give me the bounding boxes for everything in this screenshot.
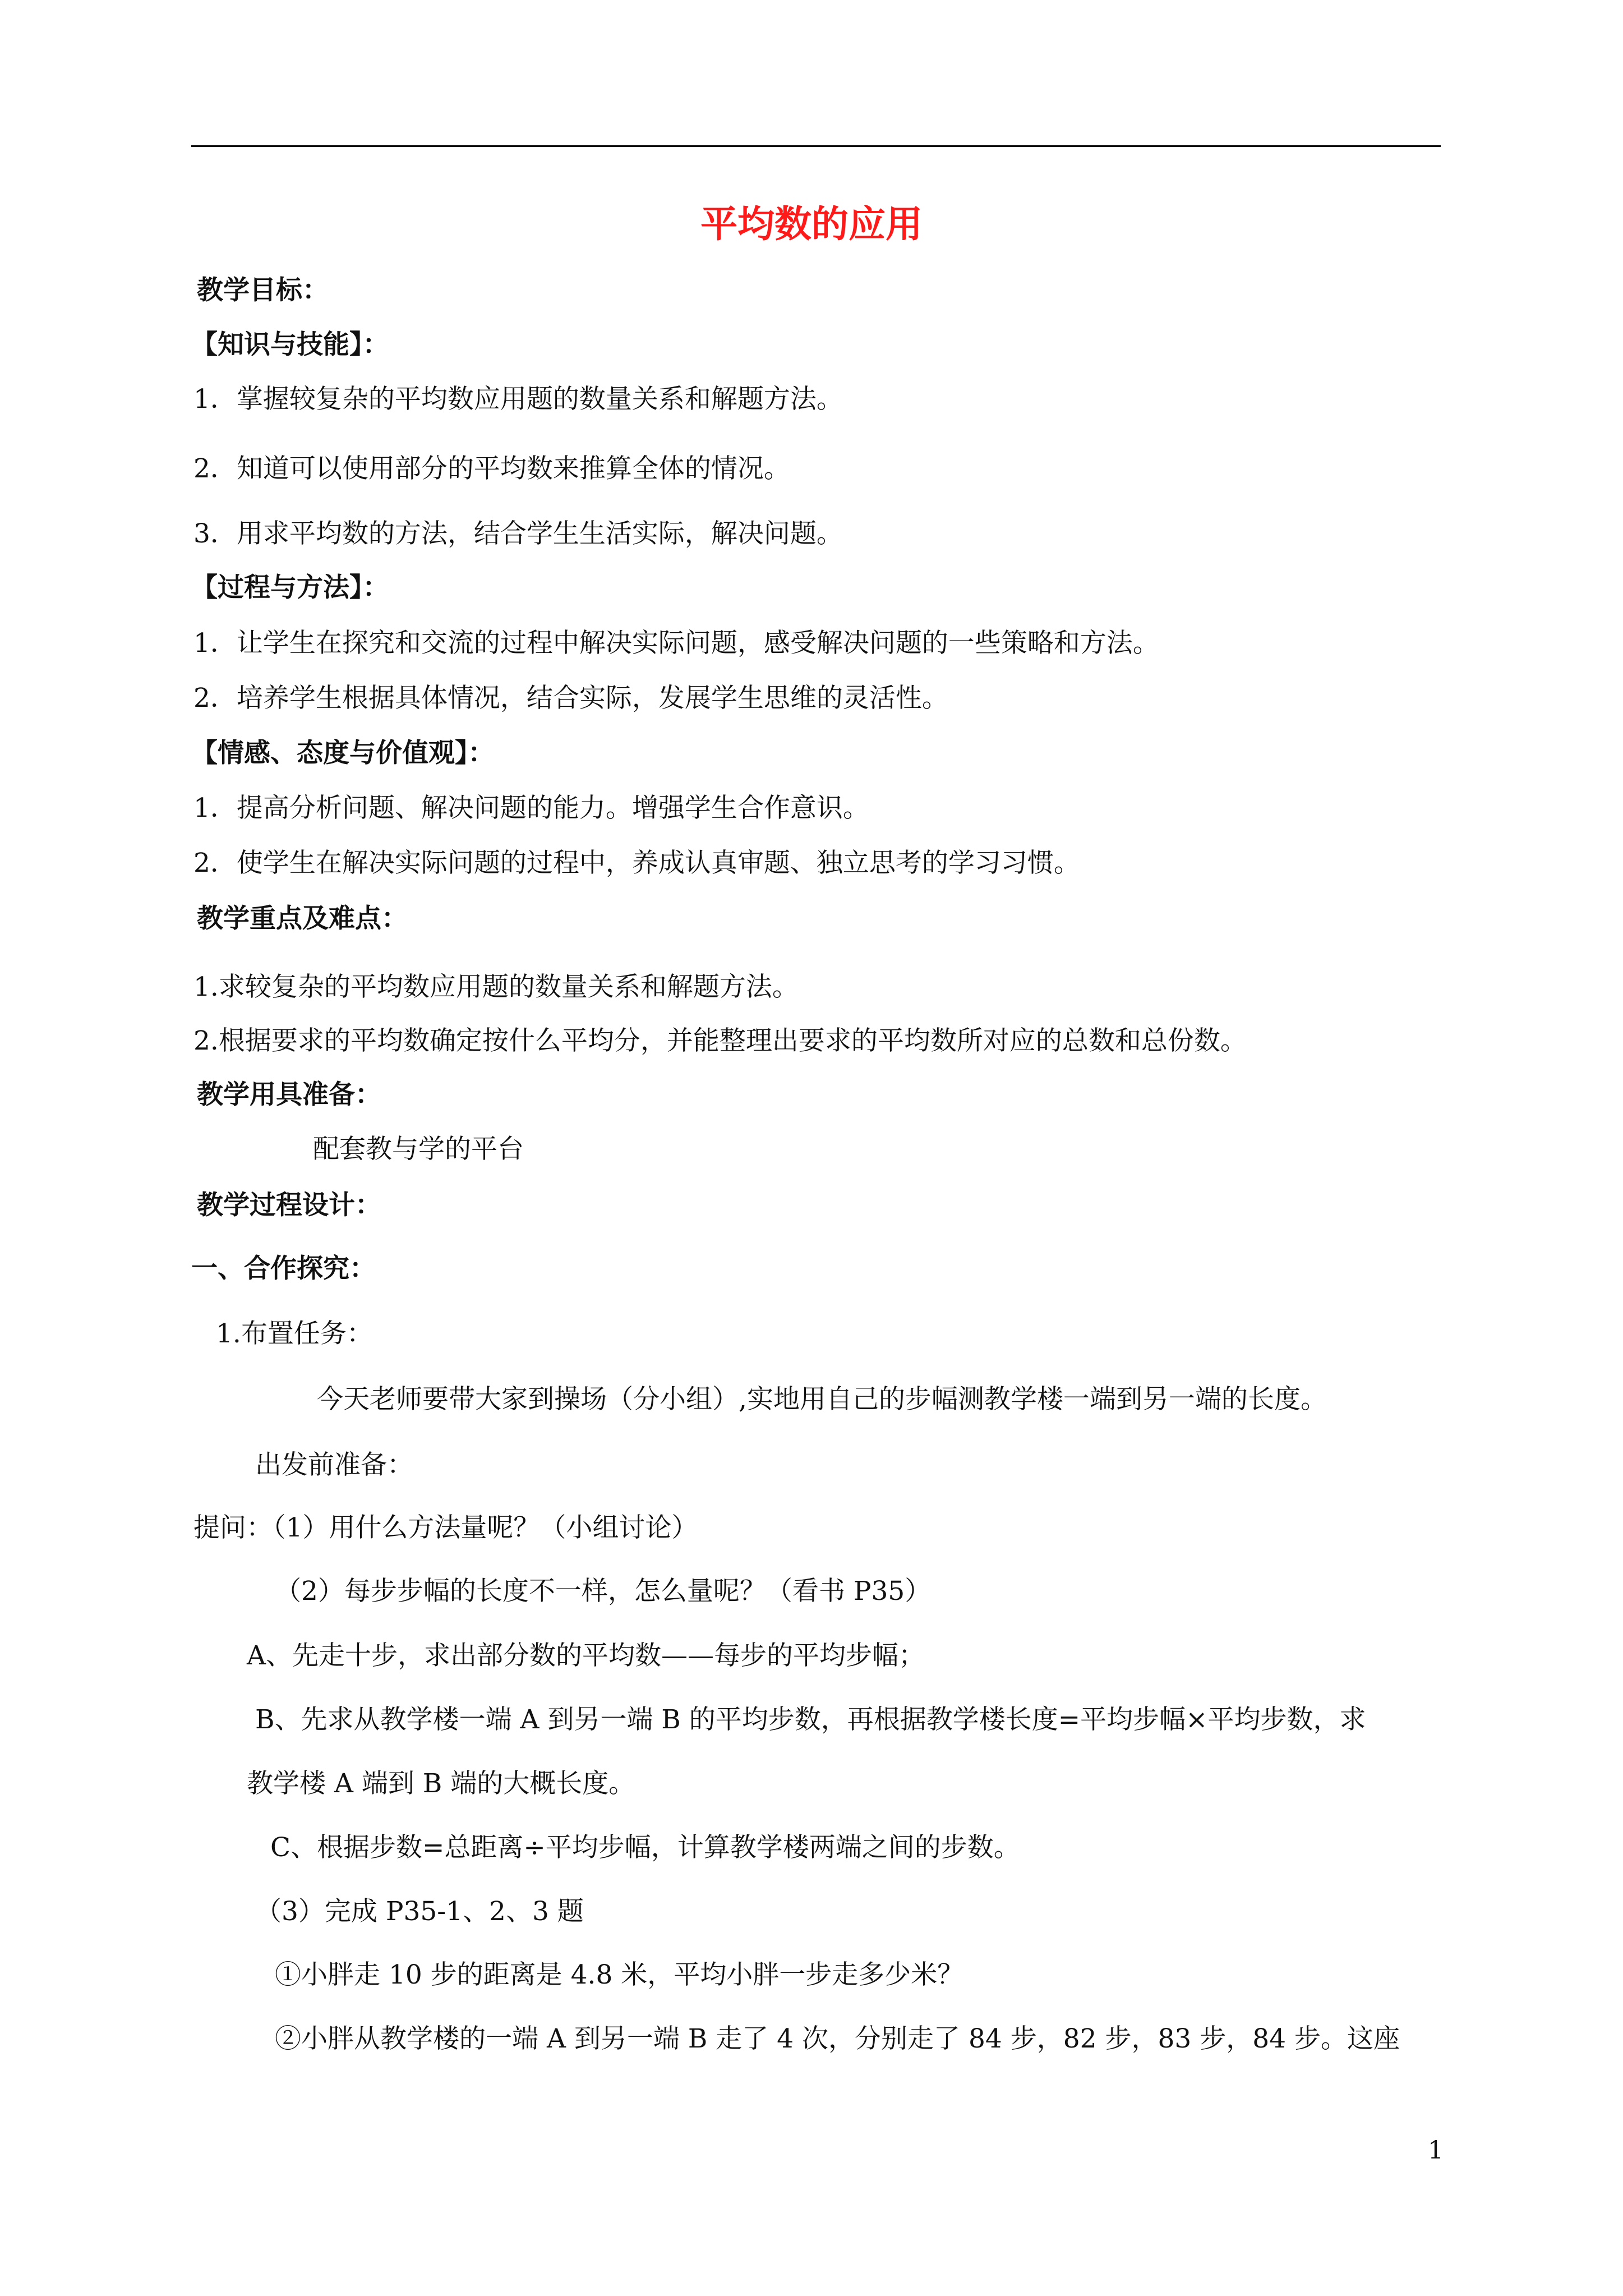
section-knowledge-skills: 【知识与技能】： [191,329,389,360]
exercise-2: ②小胖从教学楼的一端 A 到另一端 B 走了 4 次，分别走了 84 步，82 步，83 步，84 步。这座 [275,2023,1400,2054]
goals-heading: 教学目标： [197,275,329,306]
process-item-2: 2．培养学生根据具体情况，结合实际，发展学生思维的灵活性。 [193,683,948,714]
section-process-method: 【过程与方法】： [191,572,389,603]
knowledge-item-1: 1．掌握较复杂的平均数应用题的数量关系和解题方法。 [193,384,843,415]
section-emotion-values: 【情感、态度与价值观】： [191,738,495,769]
emotion-item-1: 1．提高分析问题、解决问题的能力。增强学生合作意识。 [193,793,869,823]
tools-item: 配套教与学的平台 [313,1134,524,1165]
document-title: 平均数的应用 [700,203,923,246]
header-rule [191,145,1441,147]
question-3: （3）完成 P35-1、2、3 题 [255,1896,584,1927]
method-b-line-1: B、先求从教学楼一端 A 到另一端 B 的平均步数，再根据教学楼长度=平均步幅×平均步数，求 [255,1704,1366,1735]
question-2: （2）每步步幅的长度不一样，怎么量呢？（看书 P35） [275,1576,932,1607]
key-points-heading: 教学重点及难点： [197,903,408,934]
task-description: 今天老师要带大家到操场（分小组）,实地用自己的步幅测教学楼一端到另一端的长度。 [317,1384,1327,1415]
design-heading: 教学过程设计： [197,1190,381,1221]
question-1: 提问：（1）用什么方法量呢？（小组讨论） [193,1512,698,1543]
key-point-1: 1.求较复杂的平均数应用题的数量关系和解题方法。 [193,972,799,1002]
process-item-1: 1．让学生在探究和交流的过程中解决实际问题，感受解决问题的一些策略和方法。 [193,628,1159,659]
exercise-1: ①小胖走 10 步的距离是 4.8 米，平均小胖一步走多少米？ [275,1959,964,1990]
method-b-line-2: 教学楼 A 端到 B 端的大概长度。 [247,1768,635,1799]
task-label: 1.布置任务： [216,1318,373,1349]
knowledge-item-2: 2．知道可以使用部分的平均数来推算全体的情况。 [193,453,790,484]
knowledge-item-3: 3．用求平均数的方法，结合学生生活实际，解决问题。 [193,518,843,549]
page-number: 1 [1428,2136,1444,2165]
key-point-2: 2.根据要求的平均数确定按什么平均分，并能整理出要求的平均数所对应的总数和总份数。 [193,1025,1247,1056]
method-c: C、根据步数=总距离÷平均步幅，计算教学楼两端之间的步数。 [270,1832,1020,1863]
preparation-label: 出发前准备： [255,1450,413,1480]
part1-heading: 一、合作探究： [191,1253,376,1284]
tools-heading: 教学用具准备： [197,1079,381,1110]
emotion-item-2: 2．使学生在解决实际问题的过程中，养成认真审题、独立思考的学习习惯。 [193,848,1080,878]
method-a: A、先走十步，求出部分数的平均数——每步的平均步幅； [247,1640,925,1671]
